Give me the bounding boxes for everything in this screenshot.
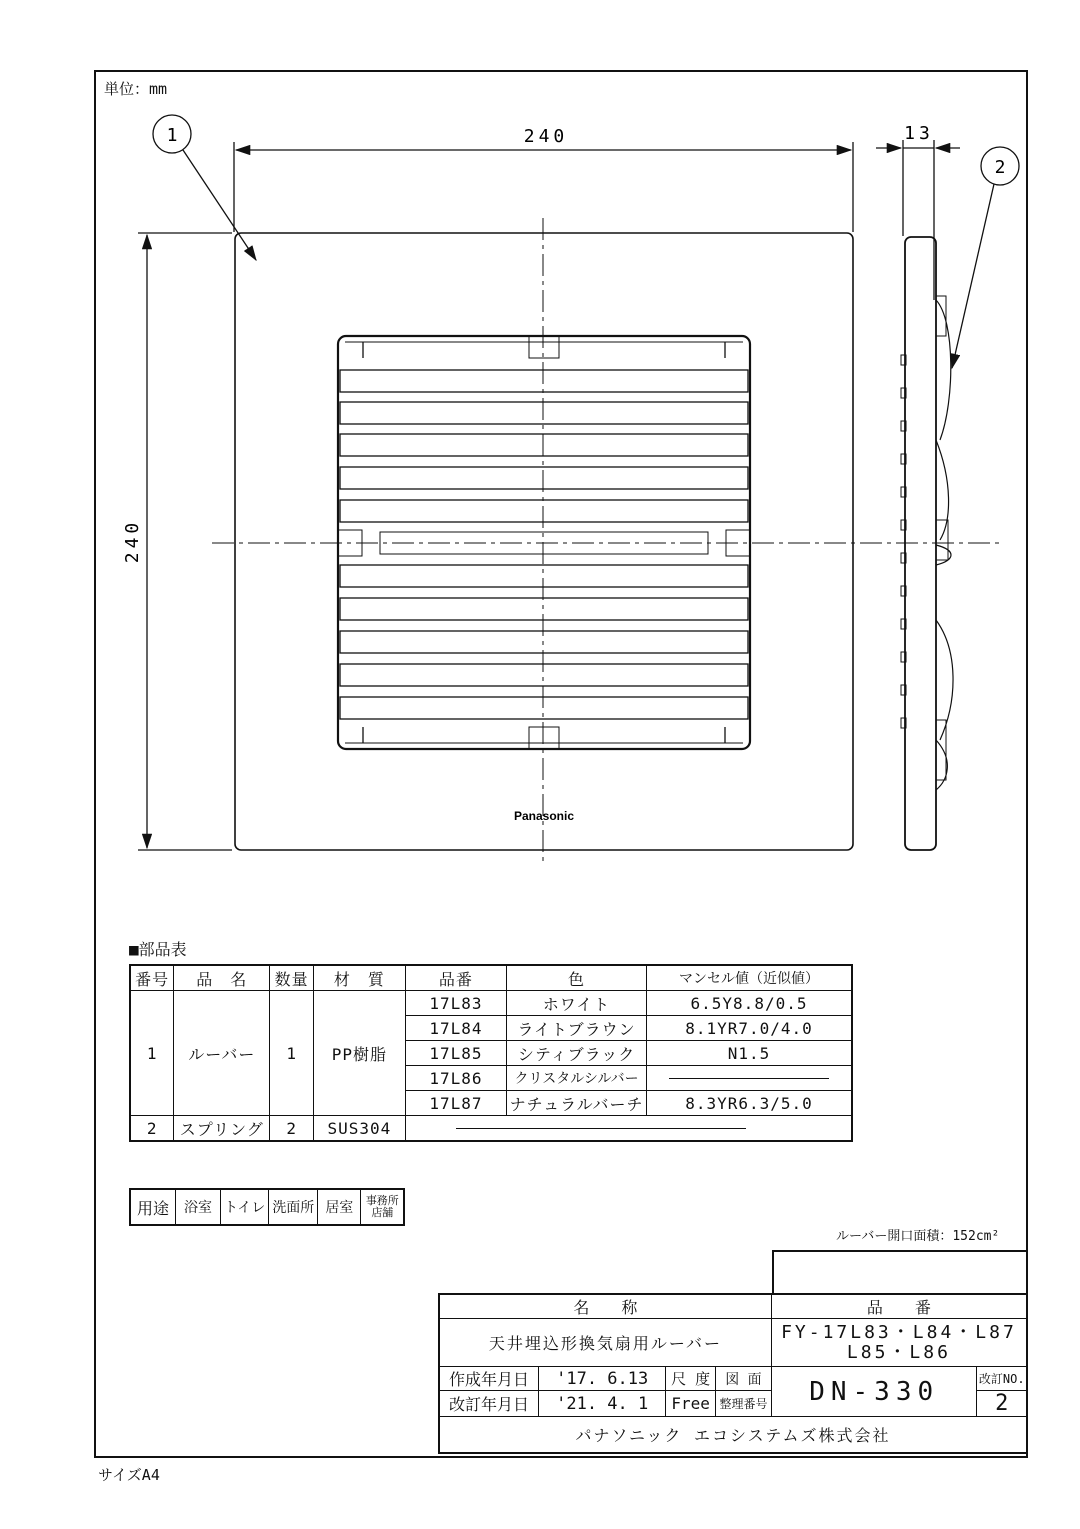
- parts-table-header: [130, 965, 852, 991]
- louver-slat: [340, 697, 748, 719]
- use-item: 洗面所: [269, 1189, 318, 1225]
- use-item-office: [361, 1189, 405, 1225]
- louver-slat: [340, 500, 748, 522]
- use-item: 浴室: [176, 1189, 221, 1225]
- item2-name: スプリング: [174, 1116, 270, 1142]
- width-dimension: 240: [523, 126, 569, 147]
- table-row: [130, 991, 852, 1016]
- header-no: 番号: [130, 965, 174, 991]
- header-code: 品番: [405, 965, 506, 991]
- not-applicable-line: [669, 1078, 829, 1079]
- panel-outline: [235, 233, 853, 850]
- variant-color: ナチュラルバーチ: [507, 1091, 647, 1116]
- company-name: パナソニック エコシステムズ株式会社: [439, 1417, 1027, 1453]
- parts-table: [129, 964, 853, 1142]
- product-code-line2: L85・L86: [846, 1341, 951, 1363]
- louver-slat: [340, 631, 748, 653]
- item1-name: ルーバー: [174, 991, 270, 1116]
- scale-value: Free: [666, 1391, 716, 1417]
- variant-code: 17L85: [405, 1041, 506, 1066]
- drawing-number: DN-330: [771, 1367, 977, 1417]
- not-applicable-line: [456, 1128, 746, 1129]
- panasonic-logo: Panasonic: [513, 809, 575, 823]
- code-header: 品 番: [771, 1294, 1027, 1319]
- louver-slat: [340, 467, 748, 489]
- variant-color: クリスタルシルバー: [507, 1066, 647, 1091]
- revised-label: 改訂年月日: [439, 1391, 539, 1417]
- louver-slat: [340, 370, 748, 392]
- product-code: [771, 1319, 1027, 1367]
- header-material: 材 質: [314, 965, 406, 991]
- louver-slat: [340, 664, 748, 686]
- variant-munsell: 6.5Y8.8/0.5: [647, 991, 852, 1016]
- louver-slat: [340, 402, 748, 424]
- product-name: 天井埋込形換気扇用ルーバー: [439, 1319, 771, 1367]
- header-munsell: マンセル値（近似値）: [647, 965, 852, 991]
- title-block: [438, 1293, 1028, 1454]
- variant-code: 17L83: [405, 991, 506, 1016]
- callout-1-number: 1: [166, 125, 178, 146]
- variant-munsell: 8.3YR6.3/5.0: [647, 1091, 852, 1116]
- item2-none: [405, 1116, 852, 1142]
- uses-label: 用途: [130, 1189, 176, 1225]
- depth-dimension: 13: [904, 123, 934, 144]
- variant-munsell: 8.1YR7.0/4.0: [647, 1016, 852, 1041]
- use-office-line2: 店舗: [371, 1206, 394, 1219]
- callout-2-number: 2: [994, 157, 1006, 178]
- uses-table: [129, 1188, 405, 1226]
- revision-box: [772, 1250, 1028, 1294]
- created-date: '17. 6.13: [539, 1367, 666, 1391]
- revised-date: '21. 4. 1: [539, 1391, 666, 1417]
- item2-no: 2: [130, 1116, 174, 1142]
- drawing-label: 図 面: [716, 1367, 772, 1391]
- revision-number: 2: [977, 1391, 1027, 1417]
- use-office-line1: 事務所: [365, 1194, 399, 1207]
- variant-munsell-none: [647, 1066, 852, 1091]
- item2-qty: 2: [270, 1116, 314, 1142]
- louver-slat: [340, 598, 748, 620]
- item1-qty: 1: [270, 991, 314, 1116]
- variant-munsell: N1.5: [647, 1041, 852, 1066]
- opening-area: ルーバー開口面積：152cm²: [836, 1229, 1000, 1244]
- variant-code: 17L87: [405, 1091, 506, 1116]
- table-row: [130, 1116, 852, 1142]
- variant-code: 17L84: [405, 1016, 506, 1041]
- height-dimension: 240: [122, 518, 143, 564]
- size-label: サイズA4: [98, 1466, 160, 1484]
- unit-label: 単位：mm: [104, 80, 168, 98]
- header-color: 色: [507, 965, 647, 991]
- product-code-line1: FY-17L83・L84・L87: [781, 1321, 1017, 1343]
- control-label: 整理番号: [716, 1391, 772, 1417]
- louver-slat: [340, 434, 748, 456]
- louver-slats: [340, 370, 748, 719]
- item1-no: 1: [130, 991, 174, 1116]
- name-header: 名 称: [439, 1294, 771, 1319]
- use-item: トイレ: [221, 1189, 269, 1225]
- parts-table-title: ■部品表: [129, 940, 187, 959]
- created-label: 作成年月日: [439, 1367, 539, 1391]
- header-name: 品 名: [174, 965, 270, 991]
- scale-label: 尺 度: [666, 1367, 716, 1391]
- item2-material: SUS304: [314, 1116, 406, 1142]
- variant-code: 17L86: [405, 1066, 506, 1091]
- variant-color: ライトブラウン: [507, 1016, 647, 1041]
- revision-label: 改訂NO.: [977, 1367, 1027, 1391]
- variant-color: ホワイト: [507, 991, 647, 1016]
- variant-color: シティブラック: [507, 1041, 647, 1066]
- header-qty: 数量: [270, 965, 314, 991]
- item1-material: PP樹脂: [314, 991, 406, 1116]
- louver-slat: [340, 565, 748, 587]
- use-item: 居室: [318, 1189, 361, 1225]
